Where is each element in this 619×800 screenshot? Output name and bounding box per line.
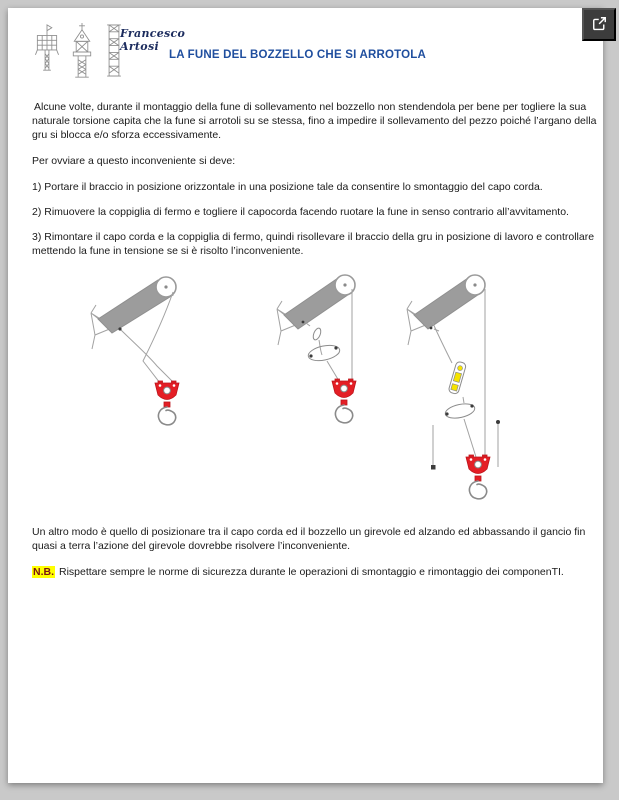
expand-button[interactable] xyxy=(582,8,616,41)
swivel xyxy=(448,361,466,395)
step-1: 1) Portare il braccio in posizione orizzontale in una posizione tale da consentire lo smontaggio del capo corda. xyxy=(32,181,543,193)
hook-block xyxy=(466,455,490,499)
open-in-new-icon xyxy=(591,15,608,35)
page-title: LA FUNE DEL BOZZELLO CHE SI ARROTOLA xyxy=(168,49,426,61)
intro-paragraph: Alcune volte, durante il montaggio della fune di sollevamento nel bozzello non stendendola per bene per togliere la sua naturale torsione capita che la fune si arrotoli su se stessa, fino a impedire il sollevamento del pezzo poiché l’argano della gru si blocca e/o sforza eccessivamente. xyxy=(32,101,597,141)
lead-paragraph: Per ovviare a questo inconveniente si deve: xyxy=(32,155,236,167)
nb-text: Rispettare sempre le norme di sicurezza durante le operazioni di smontaggio e rimontaggio dei componenTI. xyxy=(59,566,564,578)
brand-last-name: Artosi xyxy=(120,39,159,53)
nb-paragraph xyxy=(32,565,598,579)
step-2: 2) Rimuovere la coppiglia di fermo e togliere il capocorda facendo ruotare la fune in senso contrario all’avvitamento. xyxy=(32,206,569,218)
figure-crane-jib-with-swivel xyxy=(380,273,508,509)
step-3: 3) Rimontare il capo corda e la coppiglia di fermo, quindi risollevare il braccio della gru in posizione di lavoro e controllare mettendo la fune in tensione se si è risolto l’inconveniente. xyxy=(32,231,595,257)
nb-label: N.B. xyxy=(33,566,54,578)
hook-block xyxy=(155,381,179,425)
document-page xyxy=(8,8,603,783)
hook-block xyxy=(332,379,356,423)
figure-crane-jib-twisted-rope xyxy=(90,273,195,435)
brand-first-name: Francesco xyxy=(120,27,186,40)
alternative-paragraph: Un altro modo è quello di posizionare tra il capo corda ed il bozzello un girevole ed alzando ed abbassando il gancio fin quasi a terra l’azione del girevole dovrebbe risolvere l’inconveniente. xyxy=(32,526,586,552)
illustrations-row xyxy=(32,271,593,511)
document-header xyxy=(32,22,593,88)
figure-crane-jib-rope-untwisting xyxy=(240,271,362,437)
